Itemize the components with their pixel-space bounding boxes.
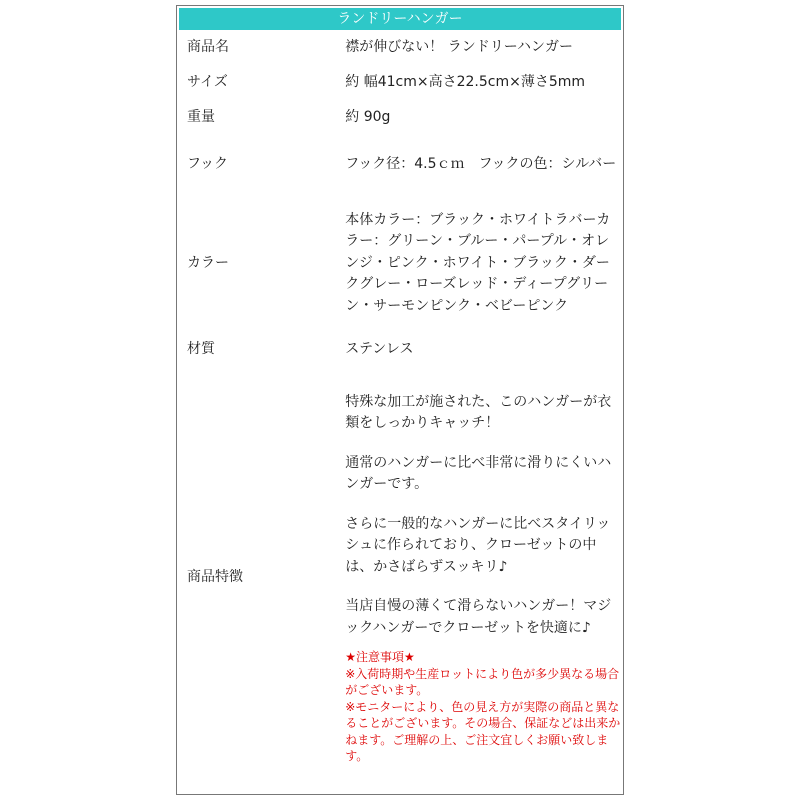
feature-paragraph: さらに一般的なハンガーに比べスタイリッシュに作られており、クローゼットの中は、かさばらずスッキリ♪ [345, 515, 611, 575]
spec-value [345, 368, 621, 788]
notice [345, 649, 621, 765]
spec-label: 商品特徴 [187, 569, 243, 586]
spec-value: 約 90g [345, 108, 391, 125]
notice-line: ※モニターにより、色の見え方が実際の商品と異なることがございます。その場合、保証などは出来かねます。ご理解の上、ご注文宜しくお願い致します。 [345, 699, 621, 763]
feature-paragraph: 特殊な加工が施された、このハンガーが衣類をしっかりキャッチ！ [345, 393, 612, 431]
table-row [179, 30, 621, 65]
spec-value: 襟が伸びない！ ランドリーハンガー [345, 38, 573, 55]
table-title: ランドリーハンガー [179, 8, 621, 30]
spec-label: 商品名 [187, 38, 229, 55]
spec-label: サイズ [187, 73, 228, 90]
notice-heading: ★注意事項★ [345, 650, 415, 664]
spec-value: 本体カラー：ブラック・ホワイトラバーカラー：グリーン・ブルー・パープル・オレンジ・ピンク・ホワイト・ブラック・ダークグレー・ローズレッド・ディープグリーン・サーモンピンク・ベビーピンク [345, 211, 611, 314]
product-spec-table [176, 5, 624, 795]
spec-label: 材質 [187, 341, 215, 358]
notice-line: ※入荷時期や生産ロットにより色が多少異なる場合がございます。 [345, 666, 620, 697]
table-row [179, 195, 621, 332]
table-row [179, 135, 621, 195]
feature-paragraph: 当店自慢の薄くて滑らないハンガー！マジックハンガーでクローゼットを快適に♪ [345, 598, 612, 636]
spec-label: 重量 [187, 108, 215, 125]
spec-label: カラー [187, 254, 229, 271]
table-row [179, 100, 621, 135]
feature-paragraph: 通常のハンガーに比べ非常に滑りにくいハンガーです。 [345, 454, 612, 492]
spec-value: 約 幅41cm×高さ22.5cm×薄さ5mm [345, 73, 585, 90]
spec-value: ステンレス [345, 341, 414, 358]
table-row [179, 332, 621, 368]
table-row [179, 368, 621, 788]
spec-value: フック径：4.5ｃｍ フックの色：シルバー [345, 156, 617, 173]
spec-label: フック [187, 156, 229, 173]
table-row [179, 65, 621, 100]
